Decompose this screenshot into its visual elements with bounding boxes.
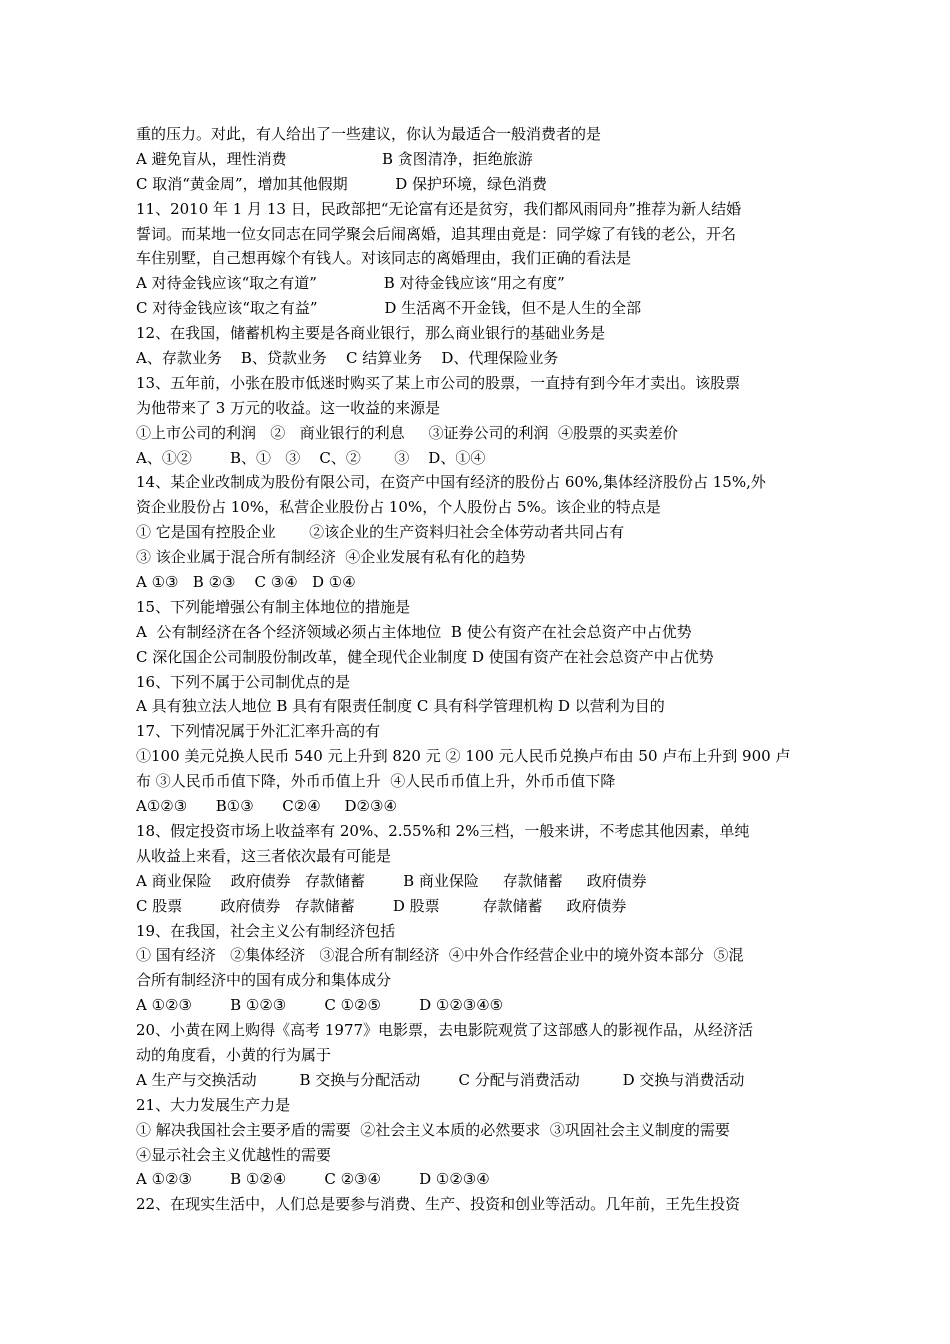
text-line: 22、在现实生活中，人们总是要参与消费、生产、投资和创业等活动。几年前，王先生投资 xyxy=(136,1195,741,1214)
text-line: A ①②③ B ①②③ C ①②⑤ D ①②③④⑤ xyxy=(136,996,504,1015)
text-line: 动的角度看，小黄的行为属于 xyxy=(136,1045,332,1064)
text-line: C 对待金钱应该“取之有益” D 生活离不开金钱，但不是人生的全部 xyxy=(136,299,642,318)
text-line: ① 它是国有控股企业 ②该企业的生产资料归社会全体劳动者共同占有 xyxy=(136,523,625,542)
text-line: 布 ③人民币币值下降，外币币值上升 ④人民币币值上升，外币币值下降 xyxy=(136,772,616,791)
text-line: A 商业保险 政府债券 存款储蓄 B 商业保险 存款储蓄 政府债券 xyxy=(136,871,647,890)
text-line: 车住别墅，自己想再嫁个有钱人。对该同志的离婚理由，我们正确的看法是 xyxy=(136,249,632,268)
text-line: 资企业股份占 10%，私营企业股份占 10%，个人股份占 5%。该企业的特点是 xyxy=(136,498,661,517)
text-line: ①100 美元兑换人民币 540 元上升到 820 元 ② 100 元人民币兑换卢布由 50 卢布上升到 900 卢 xyxy=(136,747,791,766)
text-line: C 取消“黄金周”，增加其他假期 D 保护环境，绿色消费 xyxy=(136,174,548,193)
text-line: 21、大力发展生产力是 xyxy=(136,1095,291,1114)
text-line: A 具有独立法人地位 B 具有有限责任制度 C 具有科学管理机构 D 以营利为目的 xyxy=(136,697,665,716)
text-line: 16、下列不属于公司制优点的是 xyxy=(136,672,351,691)
text-line: ④显示社会主义优越性的需要 xyxy=(136,1145,332,1164)
text-line: 合所有制经济中的国有成分和集体成分 xyxy=(136,971,392,990)
text-line: 20、小黄在网上购得《高考 1977》电影票，去电影院观赏了这部感人的影视作品，从经济活 xyxy=(136,1021,754,1040)
text-line: 18、假定投资市场上收益率有 20%、2.55%和 2%三档，一般来讲，不考虑其他因素，单纯 xyxy=(136,821,750,840)
text-line: ①上市公司的利润 ② 商业银行的利息 ③证券公司的利润 ④股票的买卖差价 xyxy=(136,423,678,442)
text-line: A①②③ B①③ C②④ D②③④ xyxy=(136,797,397,816)
text-line: 从收益上来看，这三者依次最有可能是 xyxy=(136,846,392,865)
text-line: ① 国有经济 ②集体经济 ③混合所有制经济 ④中外合作经营企业中的境外资本部分 ⑤混 xyxy=(136,946,744,965)
text-line: 为他带来了 3 万元的收益。这一收益的来源是 xyxy=(136,398,441,417)
text-line: 誓词。而某地一位女同志在同学聚会后闹离婚，追其理由竟是：同学嫁了有钱的老公，开名 xyxy=(136,224,737,243)
text-line: 19、在我国，社会主义公有制经济包括 xyxy=(136,921,396,940)
text-line: A ①③ B ②③ C ③④ D ①④ xyxy=(136,573,356,592)
text-line: 11、2010 年 1 月 13 日，民政部把“无论富有还是贫穷，我们都风雨同舟”推荐为新人结婚 xyxy=(136,199,742,218)
text-line: 15、下列能增强公有制主体地位的措施是 xyxy=(136,597,411,616)
text-line: ① 解决我国社会主要矛盾的需要 ②社会主义本质的必然要求 ③巩固社会主义制度的需要 xyxy=(136,1120,730,1139)
text-line: A 生产与交换活动 B 交换与分配活动 C 分配与消费活动 D 交换与消费活动 xyxy=(136,1070,745,1089)
text-line: A 对待金钱应该“取之有道” B 对待金钱应该“用之有度” xyxy=(136,274,565,293)
text-line: ③ 该企业属于混合所有制经济 ④企业发展有私有化的趋势 xyxy=(136,548,526,567)
document-page xyxy=(136,122,820,1217)
text-line: 13、五年前，小张在股市低迷时购买了某上市公司的股票，一直持有到今年才卖出。该股票 xyxy=(136,373,741,392)
text-line: A、①② B、① ③ C、② ③ D、①④ xyxy=(136,448,486,467)
text-line: A 避免盲从，理性消费 B 贪图清净，拒绝旅游 xyxy=(136,149,533,168)
text-line: 12、在我国，储蓄机构主要是各商业银行，那么商业银行的基础业务是 xyxy=(136,324,606,343)
text-line: A ①②③ B ①②④ C ②③④ D ①②③④ xyxy=(136,1170,490,1189)
text-line: A、存款业务 B、贷款业务 C 结算业务 D、代理保险业务 xyxy=(136,349,559,368)
text-line: 14、某企业改制成为股份有限公司，在资产中国有经济的股份占 60%,集体经济股份占 15%,外 xyxy=(136,473,766,492)
text-line: 重的压力。对此，有人给出了一些建议，你认为最适合一般消费者的是 xyxy=(136,125,602,143)
text-line: C 股票 政府债券 存款储蓄 D 股票 存款储蓄 政府债券 xyxy=(136,896,627,915)
text-line: A 公有制经济在各个经济领域必须占主体地位 B 使公有资产在社会总资产中占优势 xyxy=(136,622,692,641)
text-line: 17、下列情况属于外汇汇率升高的有 xyxy=(136,722,381,741)
text-line: C 深化国企公司制股份制改革，健全现代企业制度 D 使国有资产在社会总资产中占优势 xyxy=(136,647,714,666)
